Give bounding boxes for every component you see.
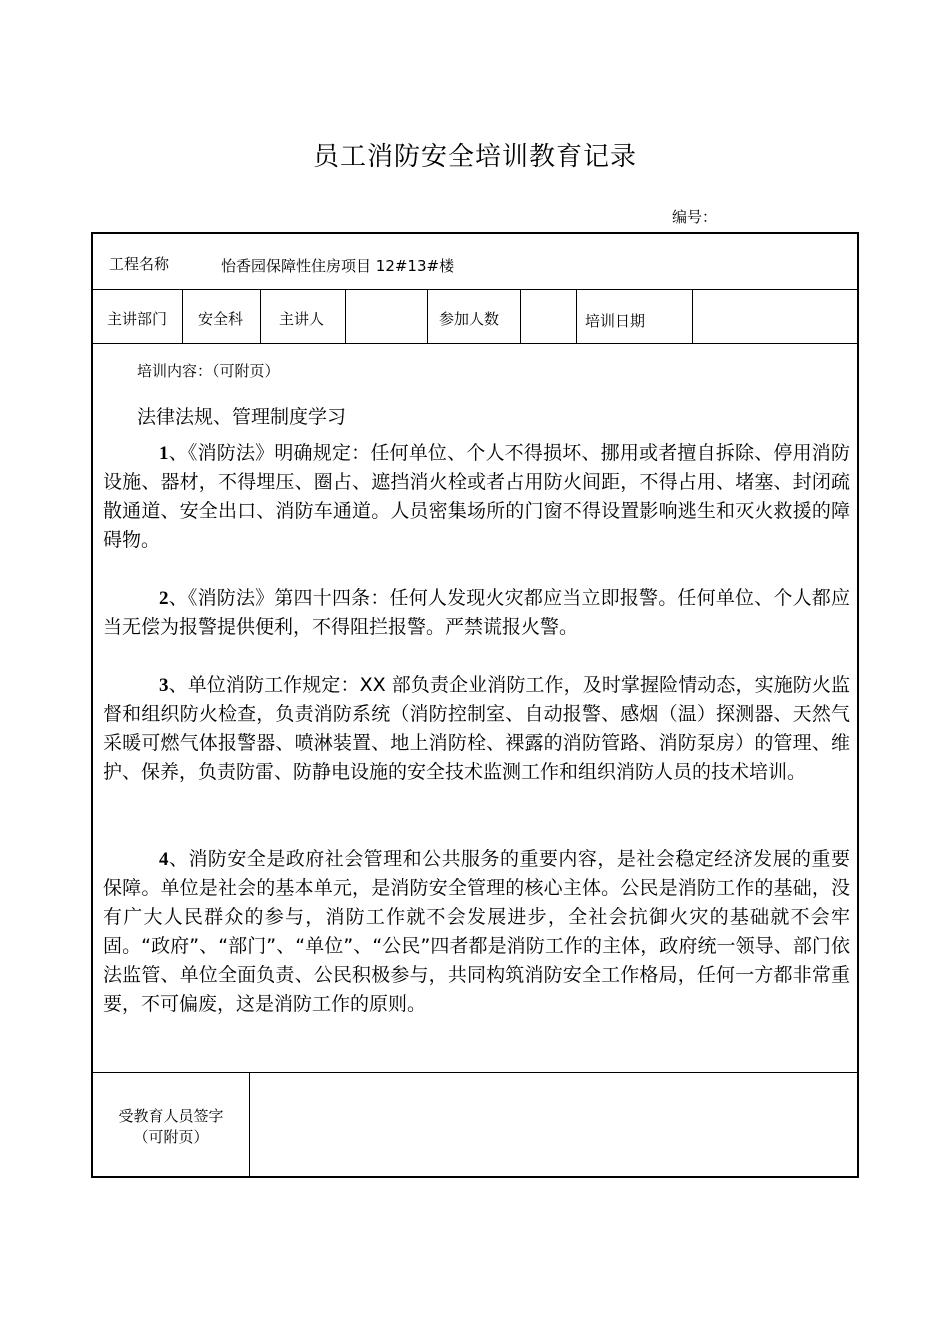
content-item: [103, 584, 850, 642]
signature-label: [93, 1106, 249, 1148]
column-divider: [249, 1072, 250, 1178]
row-divider: [93, 1072, 857, 1073]
row-divider: [93, 289, 857, 290]
item-number: 1: [159, 443, 169, 464]
section-title: 法律法规、管理制度学习: [137, 406, 347, 428]
column-divider: [520, 289, 521, 343]
department-label: 主讲部门: [107, 310, 168, 328]
project-name-label: 工程名称: [109, 255, 170, 273]
item-number: 4: [159, 849, 169, 870]
training-content-label: 培训内容：（可附页）: [137, 362, 280, 380]
participants-label: 参加人数: [439, 310, 500, 328]
content-item: [103, 439, 850, 555]
page-title: 员工消防安全培训教育记录: [312, 142, 637, 172]
item-text: 、《消防法》明确规定：任何单位、个人不得损坏、挪用或者擅自拆除、停用消防设施、器材，不得埋压、圈占、遮挡消火栓或者占用防火间距，不得占用、堵塞、封闭疏散通道、安全出口、消防车通道。人员密集场所的门窗不得设置影响逃生和灭火救援的障碍物。: [103, 442, 850, 551]
item-number: 2: [159, 588, 169, 609]
signature-label-line2: （可附页）: [133, 1128, 209, 1146]
item-text: 、单位消防工作规定：XX 部负责企业消防工作，及时掌握险情动态，实施防火监督和组织防火检查，负责消防系统（消防控制室、自动报警、感烟（温）探测器、天然气采暖可燃气体报警器、喷淋装置、地上消防栓、裸露的消防管路、消防泵房）的管理、维护、保养，负责防雷、防静电设施的安全技术监测工作和组织消防人员的技术培训。: [103, 674, 850, 783]
signature-label-line1: 受教育人员签字: [118, 1107, 224, 1125]
column-divider: [345, 289, 346, 343]
column-divider: [427, 289, 428, 343]
department-value: 安全科: [198, 310, 244, 328]
column-divider: [692, 289, 693, 343]
content-item: [103, 671, 850, 787]
project-name-value: 怡香园保障性住房项目 12#13#楼: [221, 257, 455, 275]
row-divider: [93, 343, 857, 344]
column-divider: [576, 289, 577, 343]
column-divider: [260, 289, 261, 343]
column-divider: [182, 289, 183, 343]
item-text: 、《消防法》第四十四条：任何人发现火灾都应当立即报警。任何单位、个人都应当无偿为报警提供便利，不得阻拦报警。严禁谎报火警。: [103, 587, 850, 638]
content-item: [103, 845, 850, 1019]
training-date-label: 培训日期: [585, 312, 646, 330]
item-number: 3: [159, 675, 169, 696]
item-text: 、消防安全是政府社会管理和公共服务的重要内容，是社会稳定经济发展的重要保障。单位是社会的基本单元，是消防安全管理的核心主体。公民是消防工作的基础，没有广大人民群众的参与，消防工作就不会发展进步，全社会抗御火灾的基础就不会牢固。“政府”、“部门”、“单位”、“公民”四者都是消防工作的主体，政府统一领导、部门依法监管、单位全面负责、公民积极参与，共同构筑消防安全工作格局，任何一方都非常重要，不可偏废，这是消防工作的原则。: [103, 848, 850, 1015]
speaker-label: 主讲人: [279, 310, 325, 328]
document-number-label: 编号：: [672, 208, 718, 226]
training-record-table: [91, 232, 859, 1178]
